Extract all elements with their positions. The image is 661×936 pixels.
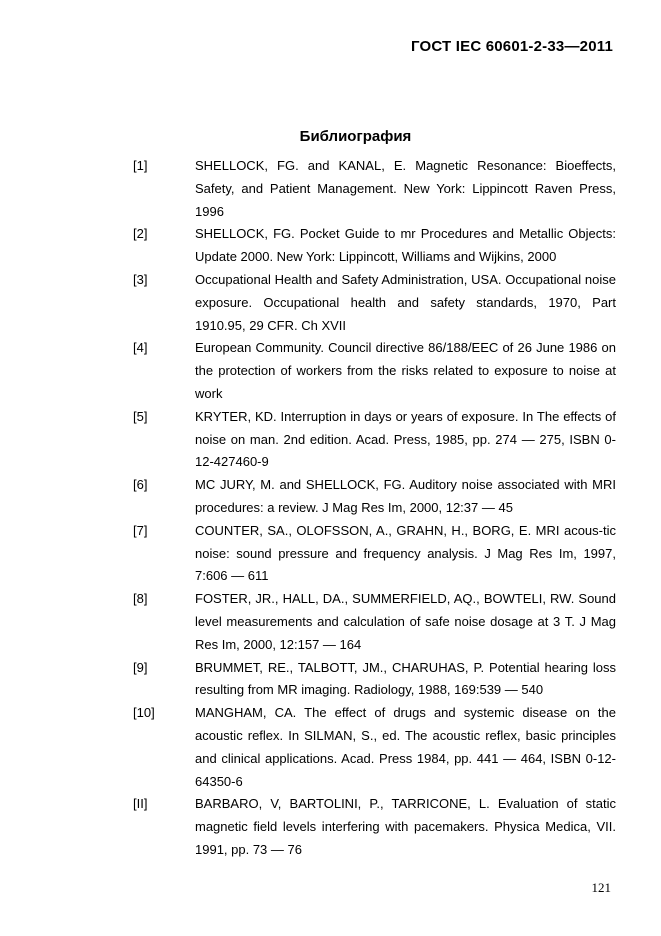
reference-item [0, 474, 661, 520]
reference-item [0, 657, 661, 703]
reference-item [0, 520, 661, 588]
reference-number: [2] [133, 226, 148, 242]
reference-text: COUNTER, SA., OLOFSSON, A., GRAHN, H., BORG, E. MRI acous-tic noise: sound pressure and frequency analysis. J Mag Res Im, 1997, 7:606 — 611 [195, 522, 616, 584]
reference-item [0, 223, 661, 269]
reference-number: [8] [133, 591, 148, 607]
reference-list [0, 155, 661, 862]
reference-number: [II] [133, 796, 148, 812]
reference-item [0, 337, 661, 405]
reference-number: [3] [133, 271, 148, 287]
reference-text: Occupational Health and Safety Administration, USA. Occupational noise exposure. Occupational health and safety standards, 1970, Part 1910.95, 29 CFR. Ch XVII [195, 271, 616, 333]
reference-item [0, 793, 661, 861]
reference-item [0, 702, 661, 793]
reference-text: SHELLOCK, FG. Pocket Guide to mr Procedures and Metallic Objects: Update 2000. New York: Lippincott, Williams and Wijkins, 2000 [195, 226, 616, 265]
reference-text: MC JURY, M. and SHELLOCK, FG. Auditory noise associated with MRI procedures: a review. J Mag Res Im, 2000, 12:37 — 45 [195, 477, 616, 515]
standard-code-header: ГОСТ IEC 60601-2-33—2011 [410, 38, 613, 55]
reference-number: [1] [133, 158, 148, 173]
reference-item [0, 406, 661, 474]
reference-text: European Community. Council directive 86/188/EEC of 26 June 1986 on the protection of workers from the risks related to exposure to noise at work [195, 340, 616, 401]
reference-text: BARBARO, V, BARTOLINI, P., TARRICONE, L. Evaluation of static magnetic field levels interfering with pacemakers. Physica Medica, VII. 1991, pp. 73 — 76 [195, 796, 616, 857]
reference-number: [10] [133, 705, 155, 721]
reference-text: FOSTER, JR., HALL, DA., SUMMERFIELD, AQ., BOWTELI, RW. Sound level measurements and calculation of safe noise dosage at 3 T. J Mag Res Im, 2000, 12:157 — 164 [195, 591, 616, 652]
reference-item [0, 269, 661, 337]
page-number: 121 [591, 880, 611, 895]
reference-number: [9] [133, 659, 148, 675]
reference-item [0, 588, 661, 656]
reference-text: BRUMMET, RE., TALBOTT, JM., CHARUHAS, P. Potential hearing loss resulting from MR imaging. Radiology, 1988, 169:539 — 540 [195, 659, 616, 698]
reference-item [0, 155, 661, 223]
reference-number: [6] [133, 477, 148, 493]
reference-number: [4] [133, 340, 148, 356]
bibliography-title: Библиография [299, 128, 412, 145]
reference-number: [5] [133, 408, 148, 424]
reference-text: MANGHAM, CA. The effect of drugs and systemic disease on the acoustic reflex. In SILMAN, S., ed. The acoustic reflex, basic principles and clinical applications. Acad. Press 1984, pp. 441 — 464, ISBN 0-12-64350-6 [195, 705, 616, 789]
reference-text: SHELLOCK, FG. and KANAL, E. Magnetic Resonance: Bioeffects, Safety, and Patient Management. New York: Lippincott Raven Press, 1996 [195, 158, 616, 219]
reference-text: KRYTER, KD. Interruption in days or years of exposure. In The effects of noise on man. 2nd edition. Acad. Press, 1985, pp. 274 — 275, ISBN 0-12-427460-9 [195, 408, 616, 470]
reference-number: [7] [133, 522, 148, 538]
